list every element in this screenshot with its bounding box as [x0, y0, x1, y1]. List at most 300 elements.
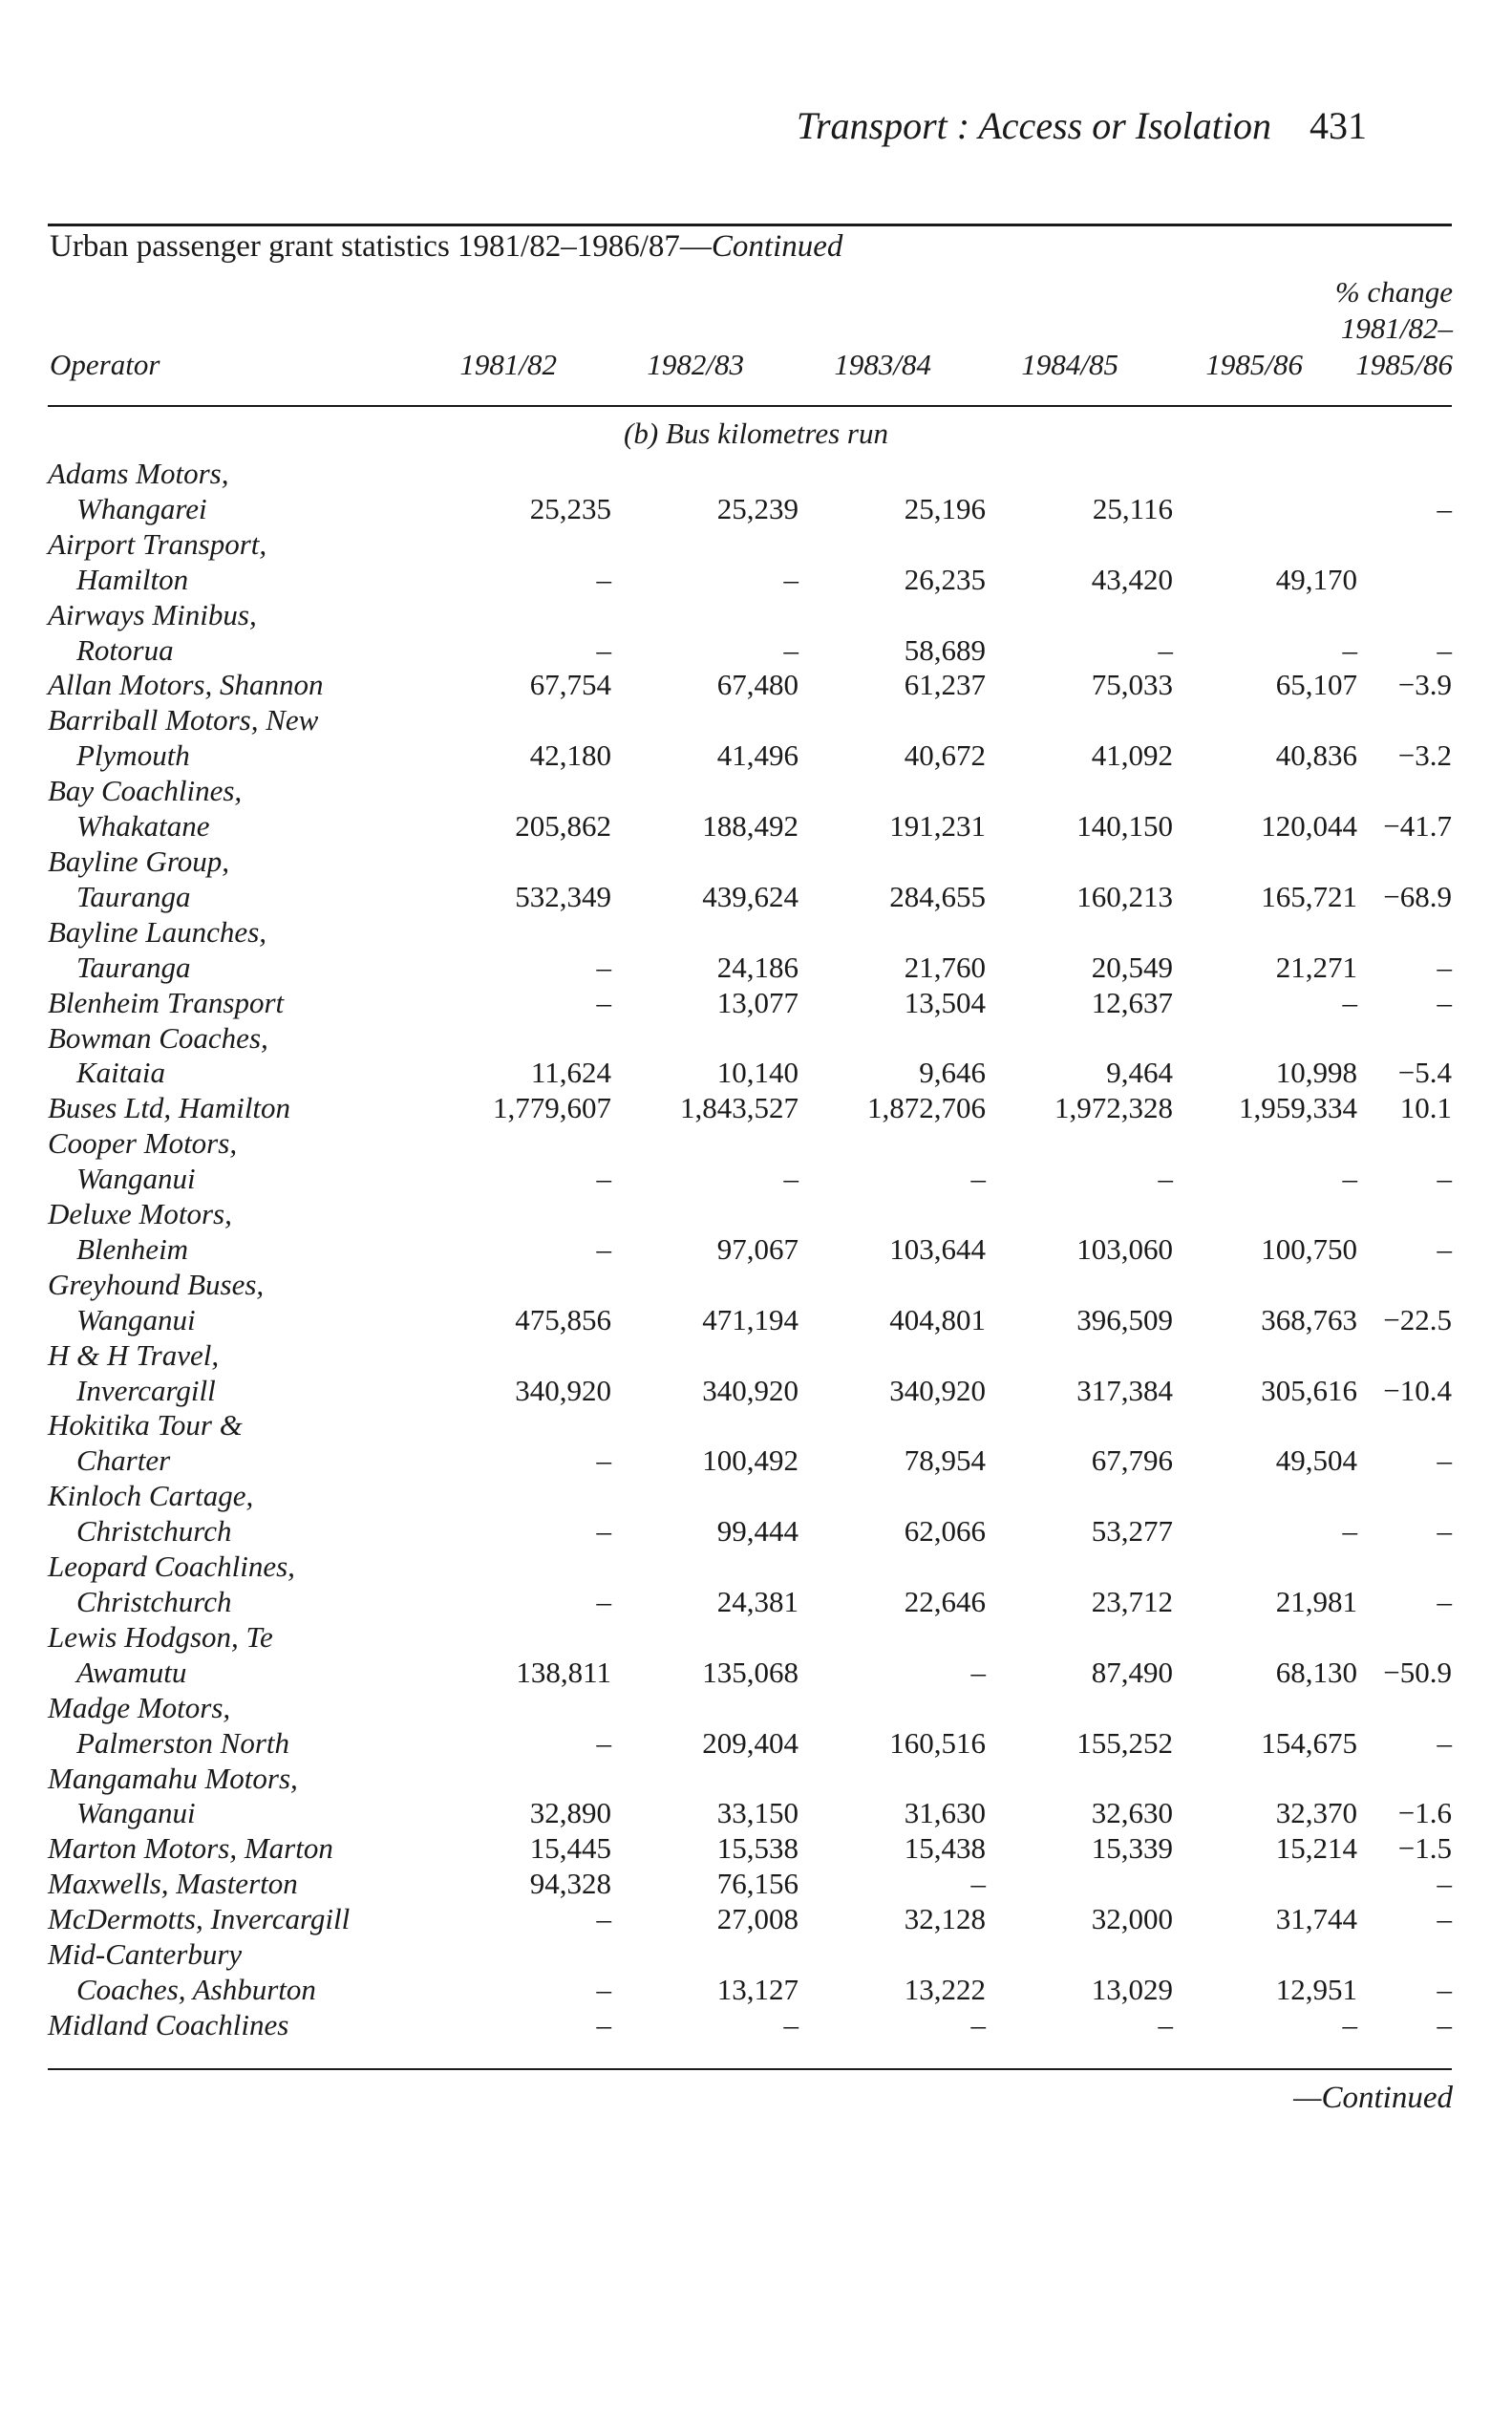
cell-pct-change: 10.1 — [1399, 1091, 1452, 1125]
empty-cell — [415, 1620, 611, 1656]
header-year-1982-83: 1982/83 — [647, 348, 744, 381]
cell-1983-84: – — [970, 1867, 986, 1901]
empty-cell — [986, 457, 1173, 492]
table-row-operator-line — [48, 1937, 1452, 1973]
table-caption — [50, 229, 842, 265]
empty-cell — [1173, 1762, 1357, 1797]
table-row-operator-line — [48, 1691, 1452, 1726]
empty-cell — [1357, 1620, 1452, 1656]
operator-location: Tauranga — [76, 950, 191, 984]
empty-cell — [986, 1691, 1173, 1726]
cell-1984-85: 12,637 — [1091, 985, 1173, 1019]
table-row-operator-line — [48, 1549, 1452, 1585]
cell-1984-85: – — [1158, 2007, 1173, 2041]
empty-cell — [1173, 1479, 1357, 1514]
empty-cell — [1357, 527, 1452, 563]
empty-cell — [1357, 915, 1452, 951]
empty-cell — [986, 1021, 1173, 1057]
table-row — [48, 986, 1452, 1021]
cell-1984-85: 53,277 — [1091, 1514, 1173, 1549]
cell-pct-change: −50.9 — [1383, 1655, 1452, 1689]
empty-cell — [799, 915, 986, 951]
table-row — [48, 1091, 1452, 1126]
cell-1984-85: 25,116 — [1092, 491, 1173, 525]
empty-cell — [1357, 1937, 1452, 1973]
empty-cell — [1357, 1197, 1452, 1232]
operator-name-line1: Hokitika Tour & — [48, 1408, 243, 1443]
empty-cell — [1173, 1691, 1357, 1726]
table-row — [48, 668, 1452, 703]
cell-1984-85: 155,252 — [1076, 1725, 1173, 1760]
operator-location: Christchurch — [76, 1585, 232, 1618]
empty-cell — [986, 1620, 1173, 1656]
header-pct-change-line2: 1981/82– — [1340, 311, 1453, 345]
cell-1984-85: 15,339 — [1091, 1831, 1173, 1866]
cell-pct-change: −22.5 — [1383, 1302, 1452, 1336]
operator-name-line2 — [48, 1374, 415, 1409]
cell-1985-86: – — [1342, 632, 1357, 667]
operator-name-line1: Kinloch Cartage, — [48, 1479, 254, 1513]
empty-cell — [1357, 1268, 1452, 1303]
table-row — [48, 1303, 1452, 1338]
empty-cell — [1357, 1126, 1452, 1162]
empty-cell — [611, 1408, 799, 1443]
operator-name-line2 — [48, 1796, 415, 1831]
cell-1984-85: 317,384 — [1076, 1373, 1173, 1407]
empty-cell — [1357, 844, 1452, 880]
operator-location: Wanganui — [76, 1162, 196, 1196]
cell-1981-82: 1,779,607 — [493, 1091, 611, 1125]
empty-cell — [611, 1338, 799, 1374]
table-bottom-rule — [48, 2068, 1452, 2070]
table-row-operator-line — [48, 1408, 1452, 1443]
cell-1982-83: 27,008 — [716, 1902, 799, 1936]
empty-cell — [799, 1197, 986, 1232]
cell-1981-82: 67,754 — [529, 668, 611, 702]
cell-1984-85: 140,150 — [1076, 809, 1173, 844]
table-row — [48, 1726, 1452, 1762]
empty-cell — [415, 1268, 611, 1303]
table-row — [48, 1443, 1452, 1479]
cell-1981-82: 205,862 — [515, 809, 611, 844]
cell-1985-86: – — [1342, 2007, 1357, 2041]
table-row-operator-line — [48, 598, 1452, 633]
operator-location: Coaches, Ashburton — [76, 1972, 316, 2006]
cell-1983-84: 22,646 — [904, 1585, 986, 1618]
empty-cell — [1173, 527, 1357, 563]
empty-cell — [415, 915, 611, 951]
cell-1982-83: 135,068 — [702, 1655, 799, 1689]
empty-cell — [611, 457, 799, 492]
operator-name-line2 — [48, 1585, 415, 1620]
operator-name-line1: Greyhound Buses, — [48, 1267, 265, 1301]
empty-cell — [611, 527, 799, 563]
cell-pct-change: −10.4 — [1383, 1373, 1452, 1407]
operator-name-line1: Deluxe Motors, — [48, 1197, 232, 1231]
empty-cell — [986, 703, 1173, 738]
empty-cell — [986, 774, 1173, 809]
cell-pct-change: −3.9 — [1397, 668, 1452, 702]
empty-cell — [1357, 703, 1452, 738]
cell-pct-change: – — [1437, 1585, 1452, 1618]
cell-1984-85: 87,490 — [1091, 1655, 1173, 1689]
operator-name-line2 — [48, 1162, 415, 1197]
operator-name-line2 — [48, 809, 415, 844]
empty-cell — [1173, 1338, 1357, 1374]
cell-1981-82: 25,235 — [529, 491, 611, 525]
empty-cell — [799, 527, 986, 563]
empty-cell — [1357, 1338, 1452, 1374]
cell-pct-change: – — [1437, 1972, 1452, 2006]
empty-cell — [415, 527, 611, 563]
cell-1983-84: 284,655 — [889, 879, 986, 913]
operator-name: McDermotts, Invercargill — [48, 1902, 351, 1936]
cell-1983-84: 62,066 — [904, 1514, 986, 1549]
table-row-operator-line — [48, 1021, 1452, 1057]
table-row-operator-line — [48, 1126, 1452, 1162]
cell-1982-83: 99,444 — [716, 1514, 799, 1549]
cell-pct-change: – — [1437, 1231, 1452, 1266]
cell-1983-84: 58,689 — [904, 632, 986, 667]
cell-1983-84: – — [970, 1162, 986, 1196]
cell-pct-change: – — [1437, 632, 1452, 667]
cell-1984-85: 1,972,328 — [1054, 1091, 1173, 1125]
cell-1983-84: 61,237 — [904, 668, 986, 702]
cell-1982-83: 209,404 — [702, 1725, 799, 1760]
cell-1984-85: 32,630 — [1091, 1796, 1173, 1830]
table-row — [48, 880, 1452, 915]
cell-pct-change: – — [1437, 1443, 1452, 1478]
cell-1983-84: 160,516 — [889, 1725, 986, 1760]
operator-name: Midland Coachlines — [48, 2007, 289, 2041]
empty-cell — [986, 1408, 1173, 1443]
cell-pct-change: – — [1437, 985, 1452, 1019]
empty-cell — [415, 1021, 611, 1057]
cell-1984-85: 103,060 — [1076, 1231, 1173, 1266]
operator-name-line2 — [48, 633, 415, 669]
empty-cell — [986, 1937, 1173, 1973]
cell-1981-82: – — [596, 1162, 611, 1196]
empty-cell — [1357, 1762, 1452, 1797]
cell-1985-86: – — [1342, 1162, 1357, 1196]
operator-name-line1: Barriball Motors, New — [48, 703, 319, 737]
cell-1985-86: 100,750 — [1261, 1231, 1357, 1266]
cell-1981-82: 340,920 — [515, 1373, 611, 1407]
operator-name-line2 — [48, 951, 415, 986]
header-year-1984-85: 1984/85 — [1021, 348, 1118, 381]
operator-location: Tauranga — [76, 879, 191, 913]
empty-cell — [986, 915, 1173, 951]
table-caption-continued: Continued — [711, 229, 843, 264]
cell-pct-change: – — [1437, 1725, 1452, 1760]
cell-1984-85: 67,796 — [1091, 1443, 1173, 1478]
cell-pct-change — [1357, 563, 1452, 598]
cell-1982-83: – — [783, 2007, 799, 2041]
cell-1985-86: 305,616 — [1261, 1373, 1357, 1407]
header-year-1983-84: 1983/84 — [834, 348, 931, 381]
table-row — [48, 951, 1452, 986]
operator-name-line1: Mangamahu Motors, — [48, 1761, 298, 1795]
operator-name-line1: Airport Transport, — [48, 526, 267, 561]
empty-cell — [611, 703, 799, 738]
operator-name-line1: Madge Motors, — [48, 1690, 231, 1724]
running-head-title: Transport : Access or Isolation — [796, 104, 1271, 147]
cell-1982-83: 439,624 — [702, 879, 799, 913]
cell-1983-84: 9,646 — [919, 1056, 986, 1090]
cell-1983-84: – — [970, 1655, 986, 1689]
cell-1981-82: 11,624 — [530, 1056, 611, 1090]
table-row-operator-line — [48, 457, 1452, 492]
cell-1982-83: – — [783, 1162, 799, 1196]
operator-location: Wanganui — [76, 1796, 196, 1830]
empty-cell — [799, 774, 986, 809]
cell-pct-change: – — [1437, 950, 1452, 984]
empty-cell — [415, 598, 611, 633]
operator-name-line2 — [48, 1656, 415, 1691]
cell-1984-85: 32,000 — [1091, 1902, 1173, 1936]
empty-cell — [1173, 1197, 1357, 1232]
cell-1983-84: 31,630 — [904, 1796, 986, 1830]
empty-cell — [1173, 1937, 1357, 1973]
empty-cell — [986, 1762, 1173, 1797]
empty-cell — [415, 1691, 611, 1726]
empty-cell — [611, 598, 799, 633]
cell-1985-86: – — [1342, 1514, 1357, 1549]
cell-1985-86: 12,951 — [1275, 1972, 1357, 2006]
operator-name-line1: Bowman Coaches, — [48, 1020, 268, 1055]
cell-1984-85: 396,509 — [1076, 1302, 1173, 1336]
table-row — [48, 2008, 1452, 2043]
empty-cell — [415, 1197, 611, 1232]
empty-cell — [415, 1479, 611, 1514]
empty-cell — [799, 1126, 986, 1162]
table-row — [48, 1656, 1452, 1691]
operator-name-line2 — [48, 880, 415, 915]
cell-1981-82: – — [596, 1585, 611, 1618]
cell-1984-85: 13,029 — [1091, 1972, 1173, 2006]
operator-name-line2 — [48, 492, 415, 527]
cell-1981-82: – — [596, 1902, 611, 1936]
table-row — [48, 1831, 1452, 1867]
table-row-operator-line — [48, 915, 1452, 951]
cell-pct-change: – — [1437, 1162, 1452, 1196]
running-head — [797, 103, 1367, 148]
empty-cell — [799, 1937, 986, 1973]
cell-1985-86: 32,370 — [1275, 1796, 1357, 1830]
cell-1985-86: 120,044 — [1261, 809, 1357, 844]
table-row-operator-line — [48, 1197, 1452, 1232]
cell-1985-86: 49,170 — [1275, 562, 1357, 596]
cell-1983-84: 26,235 — [904, 562, 986, 596]
operator-name-line2 — [48, 1232, 415, 1268]
operator-name-line1: Mid-Canterbury — [48, 1937, 243, 1972]
empty-cell — [986, 1549, 1173, 1585]
operator-name-line1: Bayline Launches, — [48, 914, 267, 949]
empty-cell — [1173, 844, 1357, 880]
table-row — [48, 1585, 1452, 1620]
cell-1983-84: 78,954 — [904, 1443, 986, 1478]
cell-1983-84: 404,801 — [889, 1302, 986, 1336]
operator-name-line2 — [48, 1443, 415, 1479]
cell-1985-86: 165,721 — [1261, 879, 1357, 913]
cell-1982-83: 25,239 — [716, 491, 799, 525]
table-row-operator-line — [48, 703, 1452, 738]
table-row-operator-line — [48, 1620, 1452, 1656]
empty-cell — [611, 915, 799, 951]
empty-cell — [986, 1268, 1173, 1303]
empty-cell — [799, 598, 986, 633]
cell-1982-83: – — [783, 562, 799, 596]
operator-location: Plymouth — [76, 738, 190, 773]
operator-name-line2 — [48, 1303, 415, 1338]
empty-cell — [415, 844, 611, 880]
empty-cell — [799, 457, 986, 492]
empty-cell — [799, 1479, 986, 1514]
table-row-operator-line — [48, 527, 1452, 563]
empty-cell — [799, 844, 986, 880]
table-row-operator-line — [48, 1762, 1452, 1797]
empty-cell — [415, 1937, 611, 1973]
cell-1983-84: 191,231 — [889, 809, 986, 844]
empty-cell — [986, 1197, 1173, 1232]
operator-name-line1: Lewis Hodgson, Te — [48, 1619, 273, 1654]
operator-name-line1: Bay Coachlines, — [48, 774, 243, 808]
operator-location: Whangarei — [76, 491, 207, 525]
operator-location: Hamilton — [76, 562, 189, 596]
table-row — [48, 1514, 1452, 1549]
cell-1981-82: – — [596, 1231, 611, 1266]
operator-location: Awamutu — [76, 1655, 187, 1689]
empty-cell — [986, 844, 1173, 880]
cell-1982-83: 76,156 — [716, 1867, 799, 1901]
cell-1984-85: – — [1158, 1162, 1173, 1196]
cell-1982-83: 340,920 — [702, 1373, 799, 1407]
empty-cell — [1173, 774, 1357, 809]
cell-1982-83: – — [783, 632, 799, 667]
empty-cell — [611, 1268, 799, 1303]
header-pct-change-line1: % change — [1334, 275, 1453, 309]
page-number: 431 — [1310, 104, 1367, 147]
cell-1981-82: – — [596, 562, 611, 596]
cell-1983-84: 25,196 — [904, 491, 986, 525]
operator-location: Christchurch — [76, 1514, 232, 1549]
cell-pct-change: −1.5 — [1397, 1831, 1452, 1866]
table-caption-text: Urban passenger grant statistics 1981/82–1986/87— — [50, 229, 712, 264]
cell-1982-83: 10,140 — [716, 1056, 799, 1090]
cell-pct-change: −41.7 — [1383, 809, 1452, 844]
cell-1984-85: – — [1158, 632, 1173, 667]
cell-1982-83: 471,194 — [702, 1302, 799, 1336]
empty-cell — [611, 774, 799, 809]
cell-1984-85: 43,420 — [1091, 562, 1173, 596]
operator-name-line1: H & H Travel, — [48, 1337, 220, 1372]
cell-1983-84: 13,504 — [904, 985, 986, 1019]
cell-1985-86: 1,959,334 — [1239, 1091, 1357, 1125]
cell-1985-86: 68,130 — [1275, 1655, 1357, 1689]
cell-1985-86: 15,214 — [1275, 1831, 1357, 1866]
cell-1981-82: – — [596, 1972, 611, 2006]
cell-1983-84: 40,672 — [904, 738, 986, 773]
cell-1981-82: 15,445 — [529, 1831, 611, 1866]
cell-1981-82: – — [596, 1725, 611, 1760]
empty-cell — [1357, 1479, 1452, 1514]
empty-cell — [1357, 598, 1452, 633]
empty-cell — [611, 1479, 799, 1514]
cell-pct-change: −5.4 — [1397, 1056, 1452, 1090]
data-table — [48, 457, 1452, 2043]
cell-1982-83: 97,067 — [716, 1231, 799, 1266]
section-title: (b) Bus kilometres run — [624, 417, 888, 450]
table-row-operator-line — [48, 1479, 1452, 1514]
cell-1981-82: 42,180 — [529, 738, 611, 773]
cell-1982-83: 100,492 — [702, 1443, 799, 1478]
operator-name-line2 — [48, 738, 415, 774]
operator-name-line1: Leopard Coachlines, — [48, 1549, 295, 1584]
cell-1985-86: 21,271 — [1275, 950, 1357, 984]
cell-pct-change: −3.2 — [1397, 738, 1452, 773]
empty-cell — [611, 1691, 799, 1726]
cell-1985-86: 65,107 — [1275, 668, 1357, 702]
operator-name: Allan Motors, Shannon — [48, 668, 324, 702]
table-row — [48, 1232, 1452, 1268]
cell-1985-86: 31,744 — [1275, 1902, 1357, 1936]
cell-1981-82: – — [596, 2007, 611, 2041]
cell-1982-83: 15,538 — [716, 1831, 799, 1866]
cell-pct-change: −1.6 — [1397, 1796, 1452, 1830]
cell-1985-86 — [1173, 492, 1357, 527]
cell-1982-83: 13,077 — [716, 985, 799, 1019]
table-row-operator-line — [48, 1268, 1452, 1303]
cell-1984-85: 23,712 — [1091, 1585, 1173, 1618]
cell-1982-83: 188,492 — [702, 809, 799, 844]
empty-cell — [611, 1620, 799, 1656]
cell-1985-86: 49,504 — [1275, 1443, 1357, 1478]
operator-name: Maxwells, Masterton — [48, 1867, 298, 1901]
empty-cell — [1173, 1126, 1357, 1162]
operator-name-line2 — [48, 1973, 415, 2008]
operator-name-line2 — [48, 1514, 415, 1549]
operator-name: Blenheim Transport — [48, 985, 285, 1019]
cell-1985-86 — [1173, 1867, 1357, 1902]
table-row — [48, 1374, 1452, 1409]
cell-1984-85: 160,213 — [1076, 879, 1173, 913]
cell-1983-84: 21,760 — [904, 950, 986, 984]
operator-location: Blenheim — [76, 1231, 189, 1266]
empty-cell — [1173, 457, 1357, 492]
cell-pct-change: – — [1437, 1867, 1452, 1901]
cell-1985-86: 154,675 — [1261, 1725, 1357, 1760]
empty-cell — [611, 844, 799, 880]
cell-1981-82: – — [596, 1443, 611, 1478]
operator-name: Buses Ltd, Hamilton — [48, 1091, 291, 1125]
cell-1982-83: 41,496 — [716, 738, 799, 773]
empty-cell — [1173, 1408, 1357, 1443]
table-row — [48, 633, 1452, 669]
empty-cell — [415, 1338, 611, 1374]
empty-cell — [799, 1268, 986, 1303]
empty-cell — [1357, 1691, 1452, 1726]
empty-cell — [799, 1549, 986, 1585]
empty-cell — [611, 1549, 799, 1585]
empty-cell — [799, 1762, 986, 1797]
cell-pct-change: – — [1437, 491, 1452, 525]
table-row — [48, 1796, 1452, 1831]
operator-name-line2 — [48, 1726, 415, 1762]
empty-cell — [1357, 774, 1452, 809]
empty-cell — [799, 1408, 986, 1443]
operator-name-line2 — [48, 563, 415, 598]
empty-cell — [799, 1691, 986, 1726]
